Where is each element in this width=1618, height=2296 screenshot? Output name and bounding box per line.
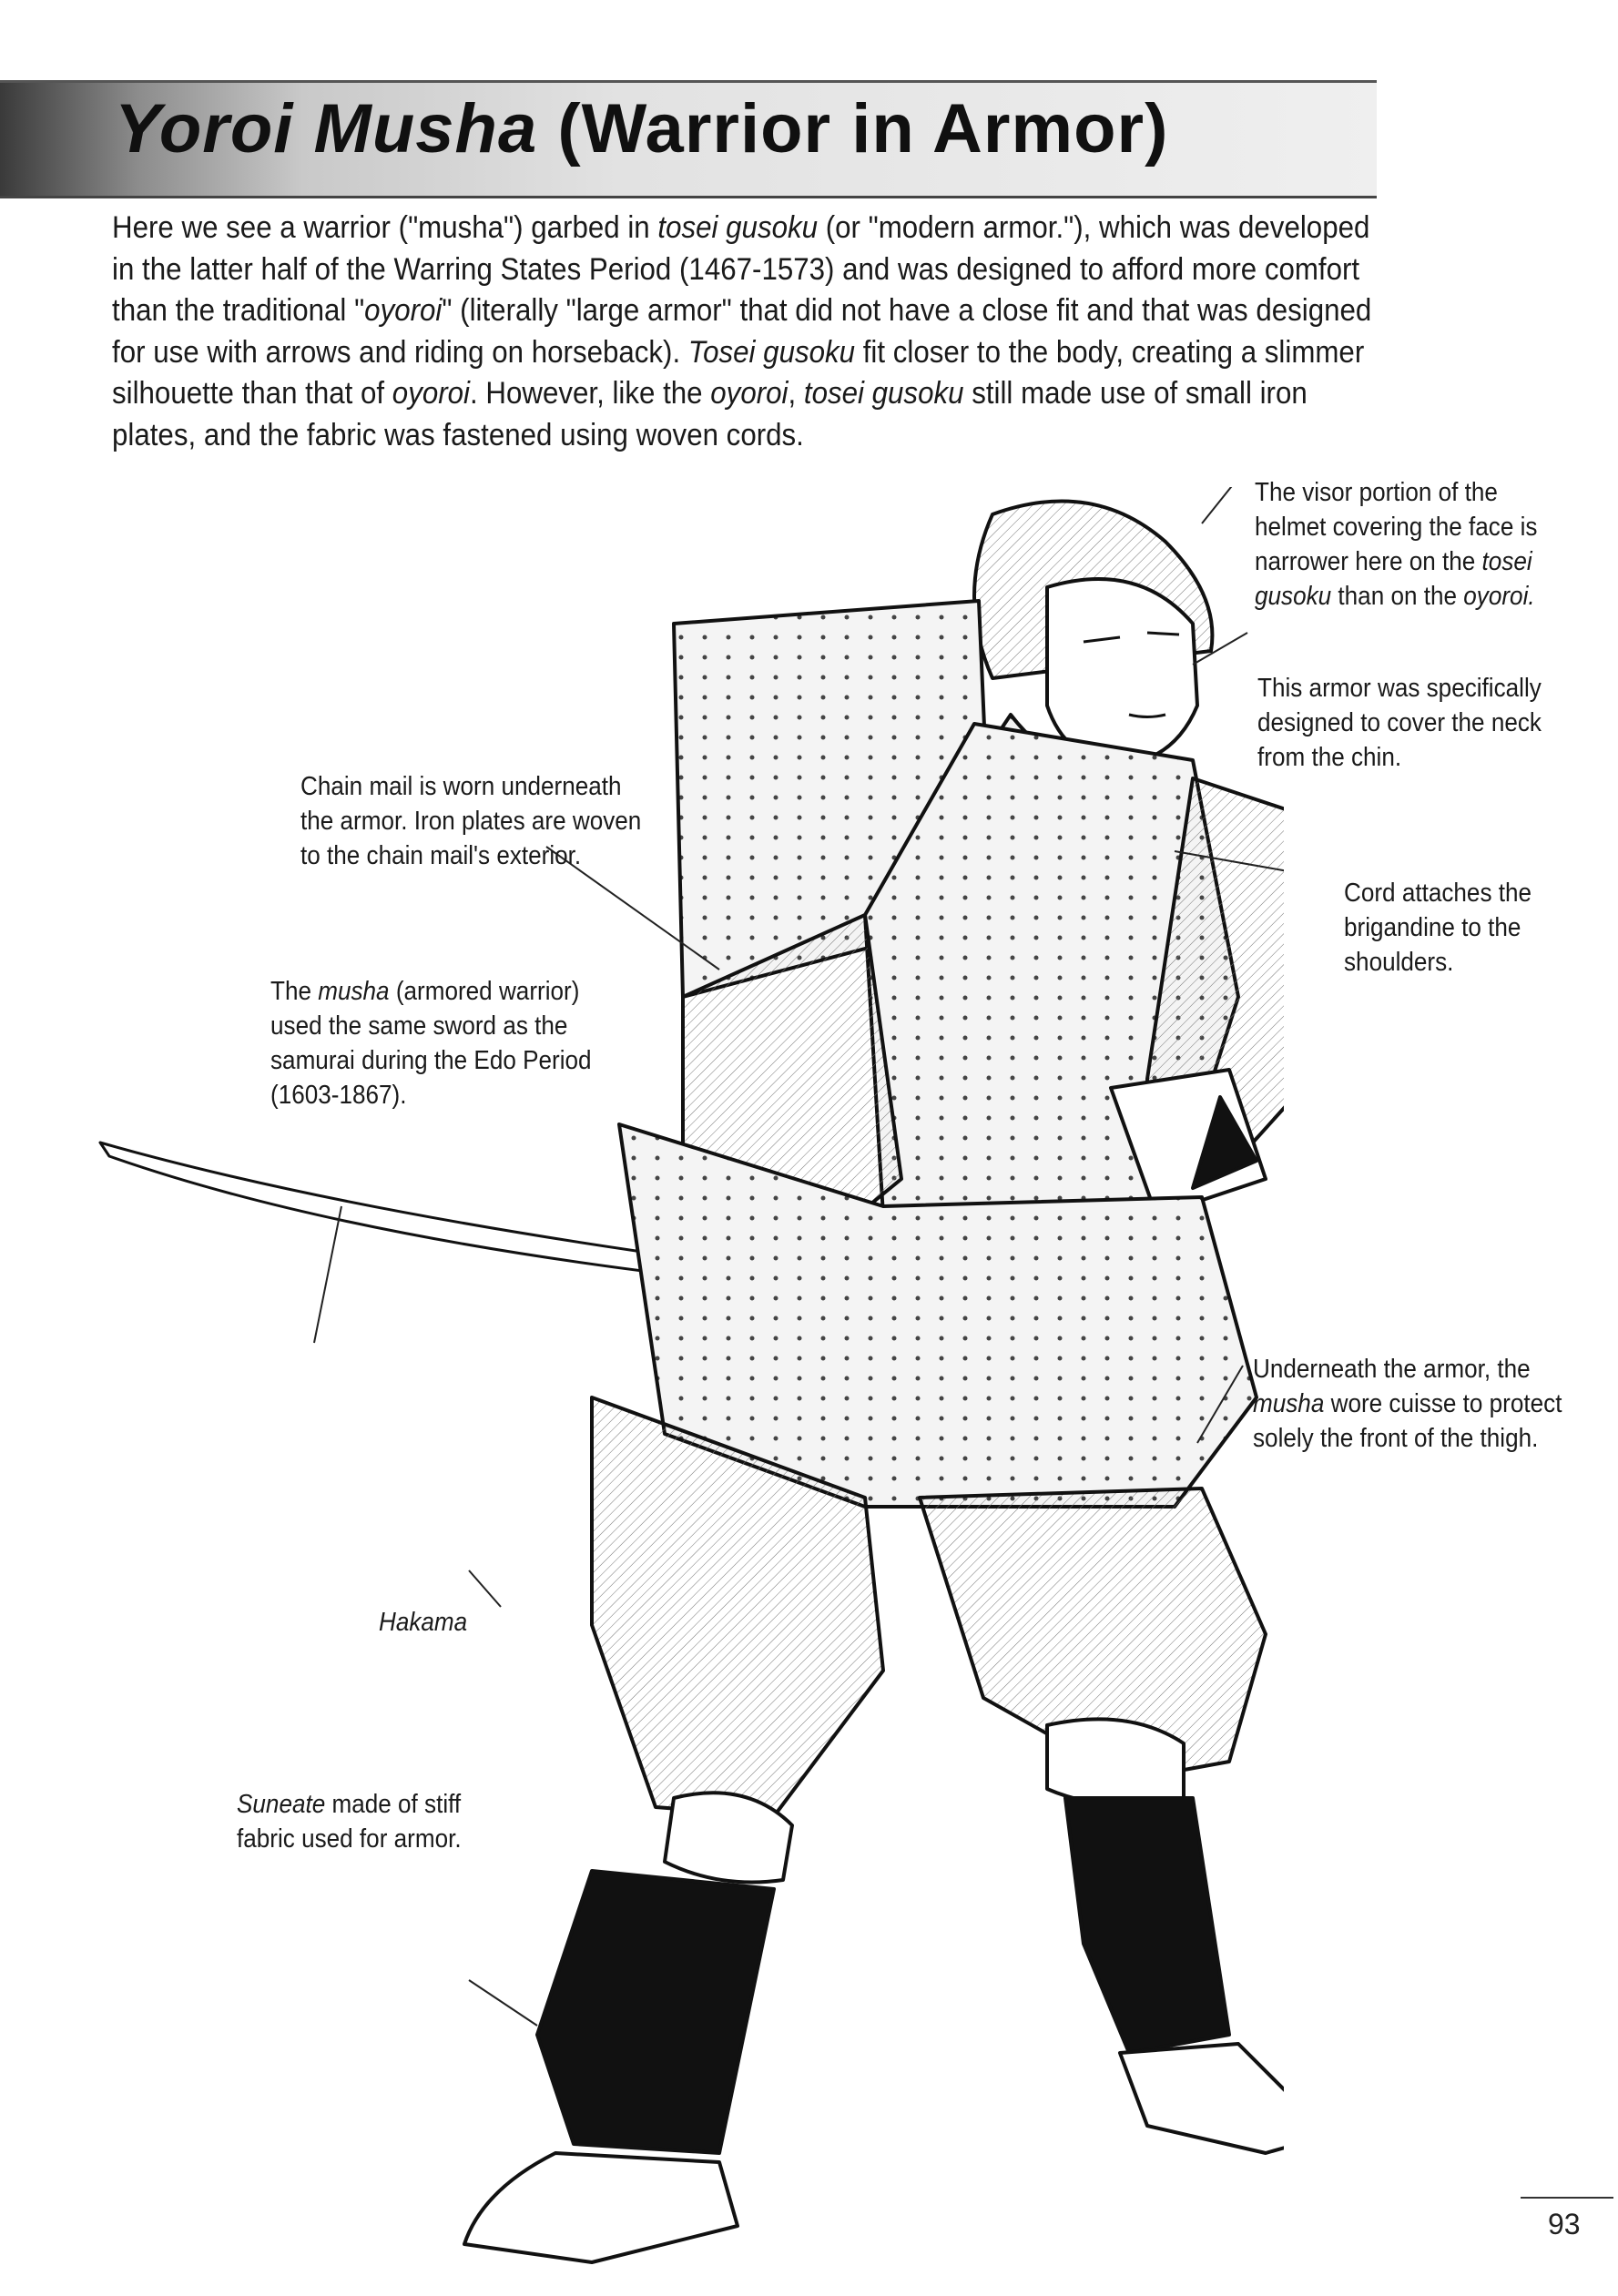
callout-cord (1344, 876, 1532, 980)
callout-line: The visor portion of the (1255, 478, 1498, 507)
callout-italic: tosei (1481, 547, 1532, 576)
intro-text: . However, like the (470, 376, 711, 411)
callout-line: the armor. Iron plates are woven (300, 807, 642, 836)
callout-italic: Suneate (237, 1790, 326, 1819)
intro-text: still made use of small iron plates, and the fabric was fastened using woven cords. (112, 376, 1308, 452)
callout-italic: Hakama (379, 1608, 468, 1637)
callout-chain-mail (300, 769, 641, 873)
page-number-rule (1521, 2197, 1613, 2199)
intro-text: Here we see a warrior ("musha") garbed in (112, 210, 658, 245)
callout-suneate (237, 1787, 462, 1856)
callout-italic: musha (1253, 1389, 1325, 1418)
callout-line: This armor was specifically (1257, 674, 1542, 703)
intro-text: (or "modern armor."), which was developed in the latter half of the Warring States Period (1467-1573) and was designed to afford more comfort than the traditional " (112, 210, 1370, 328)
callout-text: than on the (1331, 582, 1464, 611)
intro-italic: tosei gusoku (803, 376, 964, 411)
callout-italic: oyoroi. (1463, 582, 1535, 611)
callout-line: shoulders. (1344, 948, 1454, 977)
intro-italic: oyoroi (710, 376, 789, 411)
callout-text: (armored warrior) (389, 977, 580, 1006)
callout-text: wore cuisse to protect (1324, 1389, 1562, 1418)
callout-line: helmet covering the face is (1255, 513, 1538, 542)
intro-italic: Tosei gusoku (687, 334, 856, 370)
intro-italic: tosei gusoku (657, 210, 819, 245)
callout-text: made of stiff (325, 1790, 462, 1819)
callout-line (237, 1787, 462, 1822)
intro-italic: oyoroi (392, 376, 471, 411)
callout-text: narrower here on the (1255, 547, 1482, 576)
leader-suneate (469, 1980, 537, 2026)
callout-cuisse (1253, 1352, 1562, 1456)
callout-neck (1257, 671, 1542, 775)
warrior-illustration (82, 487, 1284, 2271)
leader-hakama (469, 1570, 501, 1607)
callout-line: solely the front of the thigh. (1253, 1424, 1539, 1453)
callout-hakama (379, 1605, 467, 1640)
callout-line: brigandine to the (1344, 913, 1521, 942)
callout-line: designed to cover the neck (1257, 708, 1542, 737)
intro-text: fit closer to the body, creating a slimmer silhouette than that of (112, 334, 1365, 411)
callout-line: Cord attaches the (1344, 879, 1532, 908)
callout-italic: gusoku (1255, 582, 1332, 611)
intro-paragraph (112, 208, 1385, 456)
callout-line: samurai during the Edo Period (270, 1046, 592, 1075)
callout-line: fabric used for armor. (237, 1824, 462, 1854)
callout-line: to the chain mail's exterior. (300, 841, 582, 870)
callout-line (1253, 1387, 1562, 1421)
title-italic: Yoroi Musha (115, 90, 538, 168)
callout-visor (1255, 475, 1537, 614)
leader-visor (1202, 487, 1238, 523)
callout-line: (1603-1867). (270, 1081, 407, 1110)
intro-text: , (788, 376, 804, 411)
callout-line: from the chin. (1257, 743, 1402, 772)
callout-italic: musha (318, 977, 390, 1006)
intro-italic: oyoroi (364, 293, 443, 328)
intro-text: " (literally "large armor" that did not have a close fit and that was designed for use with arrows and riding on horseback). (112, 293, 1372, 370)
callout-line: Underneath the armor, the (1253, 1355, 1531, 1384)
page-title (115, 89, 1168, 168)
leader-sword (314, 1206, 341, 1343)
callout-text: The (270, 977, 319, 1006)
title-rest: (Warrior in Armor) (537, 90, 1169, 168)
callout-line (1255, 544, 1537, 579)
page-number: 93 (1548, 2208, 1581, 2240)
callout-line (270, 974, 592, 1009)
callout-line: Chain mail is worn underneath (300, 772, 622, 801)
callout-line: used the same sword as the (270, 1011, 568, 1041)
callout-sword (270, 974, 592, 1112)
callout-line (1255, 579, 1537, 614)
